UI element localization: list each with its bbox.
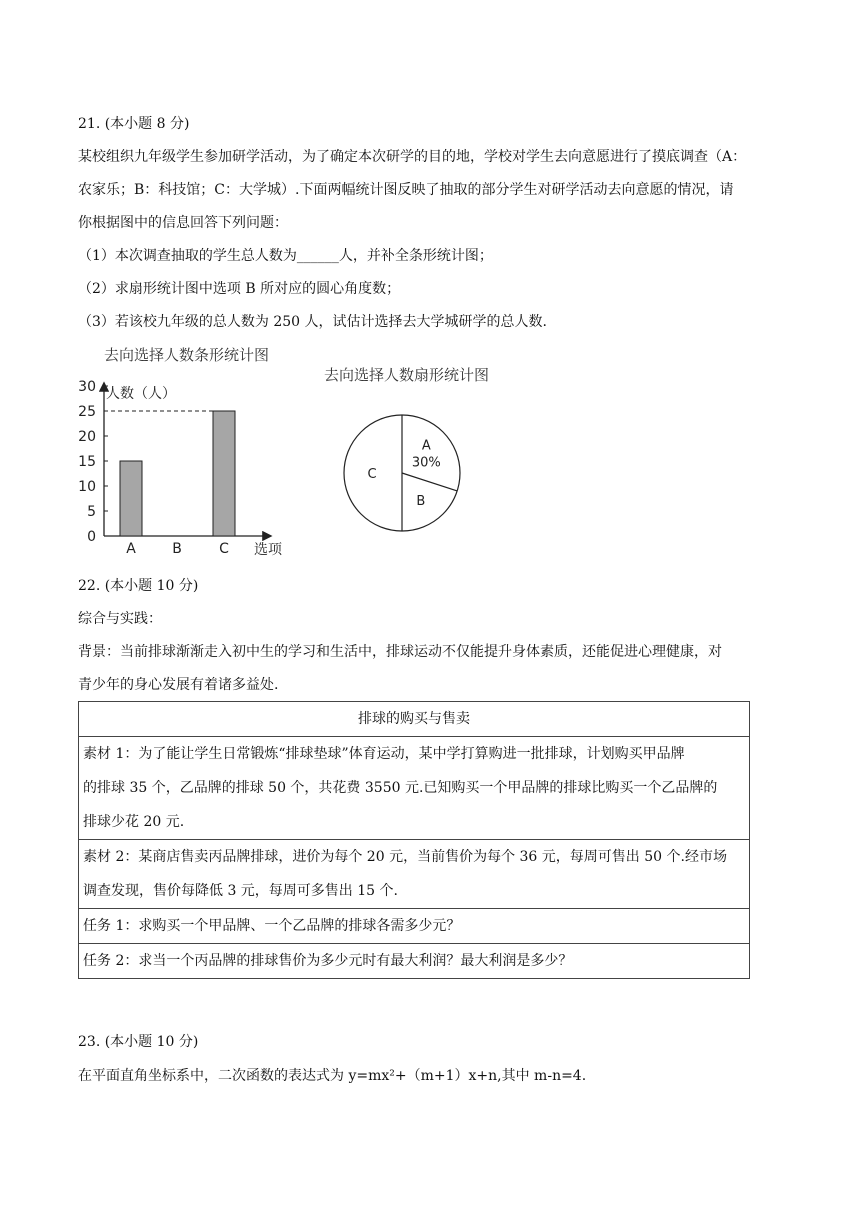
bar-chart-ylabel: 人数（人） bbox=[106, 386, 176, 402]
q21-item-1: （1）本次调查抽取的学生总人数为______人，并补全条形统计图； bbox=[78, 248, 493, 264]
x-tick-label: A bbox=[126, 541, 136, 557]
task-1-row bbox=[79, 909, 749, 944]
material-1-line: 排球少花 20 元. bbox=[83, 814, 185, 830]
q21-header: 21. (本小题 8 分) bbox=[78, 116, 190, 132]
y-tick-label: 25 bbox=[78, 404, 96, 420]
pie-label-B: B bbox=[416, 493, 426, 509]
task-1: 任务 1：求购买一个甲品牌、一个乙品牌的排球各需多少元？ bbox=[83, 918, 461, 934]
y-tick-label: 0 bbox=[87, 529, 96, 545]
task-2: 任务 2：求当一个丙品牌的排球售价为多少元时有最大利润？最大利润是多少？ bbox=[83, 953, 573, 969]
task-2-row bbox=[79, 944, 749, 978]
q22-background-line-2: 青少年的身心发展有着诸多益处. bbox=[78, 677, 279, 693]
y-tick-label: 10 bbox=[78, 479, 96, 495]
pie-label-A-percent: 30% bbox=[411, 455, 441, 471]
pie-label-A: A bbox=[421, 438, 431, 454]
q22-intro: 综合与实践： bbox=[78, 611, 162, 627]
table-title-row bbox=[79, 702, 749, 737]
bar-chart-title: 去向选择人数条形统计图 bbox=[104, 346, 270, 364]
q21-line-1: 某校组织九年级学生参加研学活动，为了确定本次研学的目的地，学校对学生去向意愿进行了摸底调查（A： bbox=[78, 149, 747, 165]
bar-chart bbox=[70, 342, 310, 562]
y-tick-label: 20 bbox=[78, 429, 96, 445]
material-1-line: 素材 1：为了能让学生日常锻炼“排球垫球”体育运动，某中学打算购进一批排球，计划购买甲品牌 bbox=[83, 746, 685, 762]
material-2-line: 调查发现，售价每降低 3 元，每周可多售出 15 个. bbox=[83, 883, 398, 899]
q23-header: 23. (本小题 10 分) bbox=[78, 1034, 199, 1050]
q21-item-3: （3）若该校九年级的总人数为 250 人，试估计选择去大学城研学的总人数. bbox=[78, 314, 547, 330]
q21-line-2: 农家乐；B：科技馆；C：大学城）.下面两幅统计图反映了抽取的部分学生对研学活动去向意愿的情况，请 bbox=[78, 182, 734, 198]
y-tick-label: 30 bbox=[78, 379, 96, 395]
x-tick-label: B bbox=[172, 541, 182, 557]
q21-item-2: （2）求扇形统计图中选项 B 所对应的圆心角度数； bbox=[78, 281, 401, 297]
q21-line-3: 你根据图中的信息回答下列问题： bbox=[78, 215, 288, 231]
y-tick-label: 5 bbox=[87, 504, 96, 520]
purchase-sale-table bbox=[78, 701, 750, 979]
bar-C bbox=[213, 411, 235, 536]
pie-chart bbox=[318, 360, 518, 540]
q23-statement: 在平面直角坐标系中，二次函数的表达式为 y=mx²+（m+1）x+n,其中 m-n=4. bbox=[78, 1068, 587, 1084]
bar-chart-xlabel: 选项 bbox=[254, 542, 282, 558]
y-tick-label: 15 bbox=[78, 454, 96, 470]
bar-A bbox=[120, 461, 142, 536]
material-1-line: 的排球 35 个，乙品牌的排球 50 个，共花费 3550 元.已知购买一个甲品牌的排球比购买一个乙品牌的 bbox=[83, 780, 718, 796]
x-tick-label: C bbox=[219, 541, 229, 557]
material-2-row bbox=[79, 840, 749, 909]
material-1-row bbox=[79, 737, 749, 840]
material-2-line: 素材 2：某商店售卖丙品牌排球，进价为每个 20 元，当前售价为每个 36 元，每周可售出 50 个.经市场 bbox=[83, 849, 727, 865]
q22-header: 22. (本小题 10 分) bbox=[78, 578, 199, 594]
q22-background-line-1: 背景：当前排球渐渐走入初中生的学习和生活中，排球运动不仅能提升身体素质，还能促进心理健康，对 bbox=[78, 644, 722, 660]
pie-chart-title: 去向选择人数扇形统计图 bbox=[324, 366, 490, 384]
pie-label-C: C bbox=[367, 467, 377, 482]
table-title: 排球的购买与售卖 bbox=[358, 711, 470, 727]
